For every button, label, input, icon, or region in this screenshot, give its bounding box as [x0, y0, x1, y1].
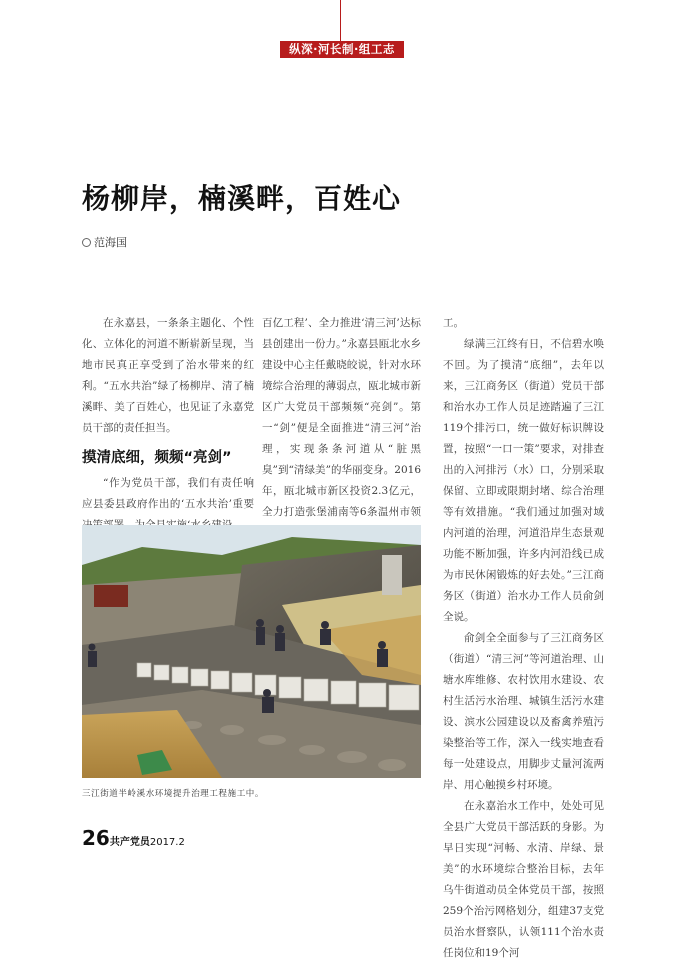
byline	[82, 234, 127, 250]
paragraph: 在永嘉县，一条条主题化、个性化、立体化的河道不断崭新呈现，当地市民真正享受到了治水带来的红利。“五水共治”绿了杨柳岸、清了楠溪畔、美了百姓心，也见证了永嘉党员干部的责任担当。	[82, 317, 254, 434]
photo-caption: 三江街道半岭溪水环境提升治理工程施工中。	[82, 789, 265, 799]
issue-number: 2017.2	[149, 837, 185, 848]
bullet-icon	[82, 238, 91, 247]
article-title: 杨柳岸，楠溪畔，百姓心	[82, 182, 402, 215]
construction-photo	[82, 525, 421, 778]
paragraph: 俞剑全全面参与了三江商务区（街道）“清三河”等河道治理、山塘水库维修、农村饮用水建设、农村生活污水治理、城镇生活污水建设、滨水公园建设以及畜禽养殖污染整治等工作，深入一线实地查看每一处建设点，用脚步丈量河流两岸、用心触摸乡村环境。	[443, 632, 604, 791]
header-rule	[340, 0, 341, 44]
page-number: 26	[82, 826, 110, 850]
subheading: 摸清底细，频频“亮剑”	[82, 450, 232, 466]
author-name: 范海国	[94, 236, 127, 249]
column-3	[443, 313, 604, 964]
paragraph: “作为党员干部，我们有责任响应县委县政府作出的‘五水共治’重要	[82, 477, 254, 510]
page-footer	[82, 826, 185, 850]
magazine-name: 共产党员	[109, 837, 150, 848]
paragraph: 百亿工程’、全力推进‘清三河’达标县创建出一份力。”永嘉县瓯北水乡建设中心主任戴晓皎说，针对水环境综合治理的薄弱点，瓯北城市新区广大党员干部频频“亮剑”。第一“剑”便是全面推进“清三河”治理，实现条条河道从“脏黑臭”到“清绿美”的华丽变身。2016年，瓯北城市新区投资2.3亿元，全力打造张堡浦南等6条温州市领	[262, 317, 421, 518]
paragraph: 工。	[443, 317, 464, 329]
section-tag: 纵深·河长制·组工志	[280, 41, 404, 58]
paragraph: 在永嘉治水工作中，处处可见全县广大党员干部活跃的身影。为早日实现“河畅、水清、岸绿、景美”的水环境综合整治目标，去年乌牛街道动员全体党员干部，按照259个治污网格划分，组建37支党员治水督察队，认领111个治水责任岗位和19个河	[443, 800, 604, 959]
paragraph: 绿满三江终有日，不信碧水唤不回。为了摸清“底细”，去年以来，三江商务区（街道）党员干部和治水办工作人员足迹踏遍了三江119个排污口，统一做好标识牌设置，按照“一口一策”要求，对排查出的入河排污（水）口，分别采取保留、立即或限期封堵、综合治理等有效措施。“我们通过加强对域内河道的治理，河道沿岸生态景观功能不断加强，许多内河沿线已成为市民休闲锻炼的好去处。”三江商务区（街道）治水办工作人员俞剑全说。	[443, 338, 604, 623]
column-1	[82, 313, 254, 536]
